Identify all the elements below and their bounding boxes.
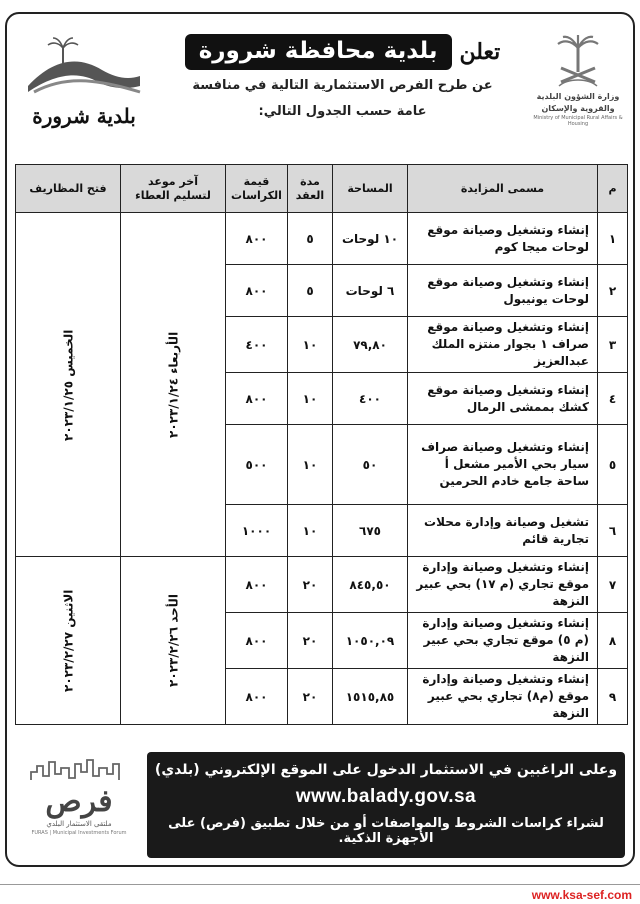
row-area: ١٥١٥,٨٥ [333, 669, 408, 725]
row-index: ٧ [598, 557, 628, 613]
row-duration: ١٠ [288, 317, 333, 373]
row-price: ٥٠٠ [226, 425, 288, 505]
auctions-table [15, 164, 628, 725]
announcement-frame [5, 12, 635, 867]
bottom-divider [0, 884, 640, 885]
col-area: المساحة [333, 165, 408, 213]
row-price: ٨٠٠ [226, 669, 288, 725]
row-index: ٢ [598, 265, 628, 317]
row-name: إنشاء وتشغيل وصيانة صراف سيار بحي الأمير مشعل أ ساحة جامع خادم الحرمين [408, 425, 598, 505]
row-index: ١ [598, 213, 628, 265]
group2-deadline: الأحد ٢٠٢٣/٢/٢٦ [121, 557, 226, 725]
col-name: مسمى المزايدة [408, 165, 598, 213]
row-area: ٦٧٥ [333, 505, 408, 557]
furas-logo [21, 756, 137, 856]
sharurah-logo [19, 36, 149, 136]
row-name: إنشاء وتشغيل وصيانة وإدارة موقع تجاري (م ١٧) بحي عبير النزهة [408, 557, 598, 613]
group2-opening: الاثنين ٢٠٢٣/٢/٢٧ [16, 557, 121, 725]
row-price: ٤٠٠ [226, 317, 288, 373]
row-area: ٤٠٠ [333, 373, 408, 425]
header [7, 14, 633, 154]
col-deadline: آخر موعد لتسليم العطاء [121, 165, 226, 213]
row-index: ٥ [598, 425, 628, 505]
row-name: إنشاء وتشغيل وصيانة موقع لوحات يونيبول [408, 265, 598, 317]
row-name: إنشاء وتشغيل وصيانة موقع صراف ١ بجوار منتزه الملك عبدالعزيز [408, 317, 598, 373]
group1-deadline: الأربعاء ٢٠٢٣/١/٢٤ [121, 213, 226, 557]
furas-sub: ملتقى الاستثمار البلدي [46, 820, 112, 828]
palm-swords-emblem-icon [553, 34, 603, 90]
footer-instructions [147, 752, 625, 858]
row-area: ٥٠ [333, 425, 408, 505]
row-duration: ٥ [288, 265, 333, 317]
ministry-name-line2: والقروية والإسكان [541, 104, 615, 113]
announce-word: تعلن [459, 39, 501, 65]
col-opening: فتح المظاريف [16, 165, 121, 213]
row-area: ١٠٥٠,٠٩ [333, 613, 408, 669]
row-name: تشغيل وصيانة وإدارة محلات تجارية قائم [408, 505, 598, 557]
row-price: ٨٠٠ [226, 613, 288, 669]
row-name: إنشاء وتشغيل وصيانة موقع كشك بممشى الرمال [408, 373, 598, 425]
row-price: ١٠٠٠ [226, 505, 288, 557]
row-index: ٦ [598, 505, 628, 557]
subtitle-line2: عامة حسب الجدول التالي: [258, 104, 427, 119]
row-duration: ١٠ [288, 373, 333, 425]
row-price: ٨٠٠ [226, 265, 288, 317]
row-index: ٤ [598, 373, 628, 425]
row-duration: ٥ [288, 213, 333, 265]
row-duration: ١٠ [288, 505, 333, 557]
row-duration: ٢٠ [288, 613, 333, 669]
row-duration: ٢٠ [288, 557, 333, 613]
footer-line3: لشراء كراسات الشروط والمواصفات أو من خلال تطبيق (فرص) على الأجهزة الذكية. [168, 816, 604, 846]
row-area: ٨٤٥,٥٠ [333, 557, 408, 613]
row-price: ٨٠٠ [226, 557, 288, 613]
row-price: ٨٠٠ [226, 373, 288, 425]
row-price: ٨٠٠ [226, 213, 288, 265]
city-skyline-icon [29, 756, 129, 782]
row-name: إنشاء وتشغيل وصيانة وإدارة (م ٥) موقع تجاري بحي عبير النزهة [408, 613, 598, 669]
group1-opening: الخميس ٢٠٢٣/١/٢٥ [16, 213, 121, 557]
municipality-title: بلدية محافظة شرورة [185, 34, 452, 70]
row-area: ٦ لوحات [333, 265, 408, 317]
row-name: إنشاء وتشغيل وصيانة وإدارة موقع (م٨) تجاري بحي عبير النزهة [408, 669, 598, 725]
ministry-name-line1: وزارة الشؤون البلدية [536, 92, 620, 101]
row-duration: ١٠ [288, 425, 333, 505]
furas-word: فرص [45, 784, 113, 819]
row-index: ٨ [598, 613, 628, 669]
balady-url[interactable]: www.balady.gov.sa [295, 786, 477, 807]
col-duration: مدة العقد [288, 165, 333, 213]
table-row [16, 213, 628, 265]
subtitle-line1: عن طرح الفرص الاستثمارية التالية في منافسة [192, 78, 493, 93]
col-index: م [598, 165, 628, 213]
row-area: ٧٩,٨٠ [333, 317, 408, 373]
table-row [16, 557, 628, 613]
row-duration: ٢٠ [288, 669, 333, 725]
watermark-url: www.ksa-sef.com [531, 888, 632, 902]
footer-line1: وعلى الراغبين في الاستثمار الدخول على الموقع الإلكتروني (بلدي) [154, 762, 618, 778]
dunes-palm-logo-icon [24, 36, 144, 98]
ministry-logo [533, 34, 623, 134]
row-index: ٣ [598, 317, 628, 373]
row-index: ٩ [598, 669, 628, 725]
row-name: إنشاء وتشغيل وصيانة موقع لوحات ميجا كوم [408, 213, 598, 265]
ministry-name-en: Ministry of Municipal Rural Affairs & Housing [533, 115, 623, 127]
row-area: ١٠ لوحات [333, 213, 408, 265]
col-price: قيمة الكراسات [226, 165, 288, 213]
table-header-row [16, 165, 628, 213]
city-logo-text: بلدية شرورة [32, 104, 136, 128]
title-block [162, 34, 523, 122]
furas-en: FURAS | Municipal Investments Forum [31, 830, 127, 836]
